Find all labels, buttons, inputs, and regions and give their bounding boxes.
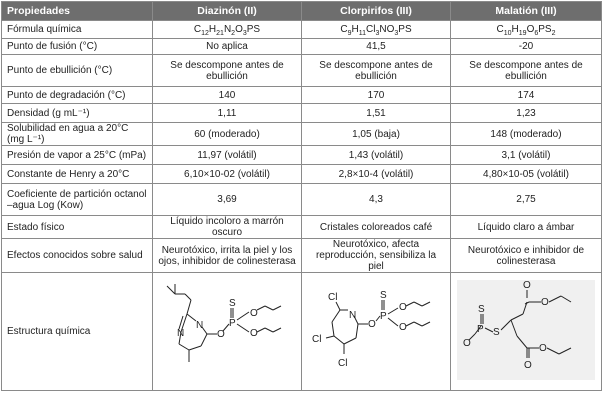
atom-p: P (380, 311, 387, 322)
atom-p: P (229, 318, 236, 329)
row-label: Estado físico (2, 216, 153, 239)
row-label: Efectos conocidos sobre salud (2, 239, 153, 273)
value-clorpirifos: Cristales coloreados café (302, 216, 451, 239)
atom-o: O (539, 343, 547, 354)
atom-n: N (196, 320, 204, 331)
value-clorpirifos: 1,05 (baja) (302, 123, 451, 146)
value-clorpirifos: 2,8×10-4 (volátil) (302, 165, 451, 184)
atom-s: S (229, 298, 236, 309)
property-row (2, 165, 602, 184)
property-row (2, 87, 602, 104)
formula-malation: $C_{10}H_{19}O_6PS_2$ (451, 21, 602, 39)
value-diazinon: 6,10×10-02 (volátil) (153, 165, 302, 184)
header-propiedades: Propiedades (2, 2, 153, 21)
value-malation: Neurotóxico e inhibidor de colinesterasa (451, 239, 602, 273)
value-malation: 148 (moderado) (451, 123, 602, 146)
atom-o: O (524, 360, 532, 371)
property-row (2, 123, 602, 146)
value-clorpirifos: Neurotóxico, afecta reproducción, sensibiliza la piel (302, 239, 451, 273)
row-label: Densidad (g mL⁻¹) (2, 104, 153, 123)
value-malation: -20 (451, 39, 602, 55)
property-row (2, 239, 602, 273)
formula-clorpirifos: $C_9H_{11}Cl_3NO_3PS$ (302, 21, 451, 39)
property-row (2, 184, 602, 216)
value-diazinon: Neurotóxico, irrita la piel y los ojos, inhibidor de colinesterasa (153, 239, 302, 273)
atom-cl: Cl (328, 292, 338, 303)
value-diazinon: 60 (moderado) (153, 123, 302, 146)
value-clorpirifos: 1,43 (volátil) (302, 146, 451, 165)
value-clorpirifos: Se descompone antes de ebullición (302, 55, 451, 87)
value-clorpirifos: 1,51 (302, 104, 451, 123)
diazinon-structure-image (157, 274, 297, 386)
row-label: Punto de ebullición (°C) (2, 55, 153, 87)
value-diazinon: 11,97 (volátil) (153, 146, 302, 165)
value-diazinon: Se descompone antes de ebullición (153, 55, 302, 87)
value-malation: 1,23 (451, 104, 602, 123)
atom-s: S (493, 327, 500, 338)
atom-s: S (380, 290, 387, 301)
property-row (2, 55, 602, 87)
row-label: Solubilidad en agua a 20°C (mg L⁻¹) (2, 123, 153, 146)
row-structure (2, 273, 602, 391)
atom-s: S (478, 304, 485, 315)
atom-n: N (177, 328, 185, 339)
structure-diazinon (153, 273, 302, 391)
value-clorpirifos: 41,5 (302, 39, 451, 55)
property-row (2, 146, 602, 165)
value-malation: Líquido claro a ámbar (451, 216, 602, 239)
value-malation: 2,75 (451, 184, 602, 216)
atom-cl: Cl (312, 334, 322, 345)
atom-cl: Cl (338, 358, 348, 369)
value-diazinon: Líquido incoloro a marrón oscuro (153, 216, 302, 239)
atom-o: O (523, 280, 531, 291)
row-label: Fórmula química (2, 21, 153, 39)
value-malation: 174 (451, 87, 602, 104)
value-diazinon: 140 (153, 87, 302, 104)
property-row (2, 39, 602, 55)
property-row (2, 216, 602, 239)
properties-table (1, 1, 602, 391)
atom-n: N (349, 310, 357, 321)
atom-o: O (399, 322, 407, 333)
row-label: Presión de vapor a 25°C (mPa) (2, 146, 153, 165)
value-malation: Se descompone antes de ebullición (451, 55, 602, 87)
row-label: Estructura química (2, 273, 153, 391)
atom-o: O (541, 297, 549, 308)
atom-p: P (477, 324, 484, 335)
value-diazinon: 3,69 (153, 184, 302, 216)
header-clorpirifos: Clorpirifos (III) (302, 2, 451, 21)
value-malation: 3,1 (volátil) (451, 146, 602, 165)
header-diazinon: Diazinón (II) (153, 2, 302, 21)
value-clorpirifos: 170 (302, 87, 451, 104)
row-label: Punto de degradación (°C) (2, 87, 153, 104)
atom-o: O (463, 338, 471, 349)
header-malation: Malatión (III) (451, 2, 602, 21)
clorpirifos-structure-image (306, 274, 446, 386)
property-row (2, 104, 602, 123)
formula-diazinon: $C_{12}H_{21}N_2O_3PS$ (153, 21, 302, 39)
header-row (2, 2, 602, 21)
malation-structure-image (453, 274, 599, 386)
value-diazinon: 1,11 (153, 104, 302, 123)
row-label: Constante de Henry a 20°C (2, 165, 153, 184)
value-malation: 4,80×10-05 (volátil) (451, 165, 602, 184)
row-formula (2, 21, 602, 39)
structure-clorpirifos (302, 273, 451, 391)
atom-o: O (368, 319, 376, 330)
row-label: Coeficiente de partición octanol –agua Log (Kow) (2, 184, 153, 216)
row-label: Punto de fusión (°C) (2, 39, 153, 55)
structure-malation (451, 273, 602, 391)
atom-o: O (250, 308, 258, 319)
value-diazinon: No aplica (153, 39, 302, 55)
value-clorpirifos: 4,3 (302, 184, 451, 216)
atom-o: O (399, 302, 407, 313)
atom-o: O (217, 329, 225, 340)
atom-o: O (250, 328, 258, 339)
